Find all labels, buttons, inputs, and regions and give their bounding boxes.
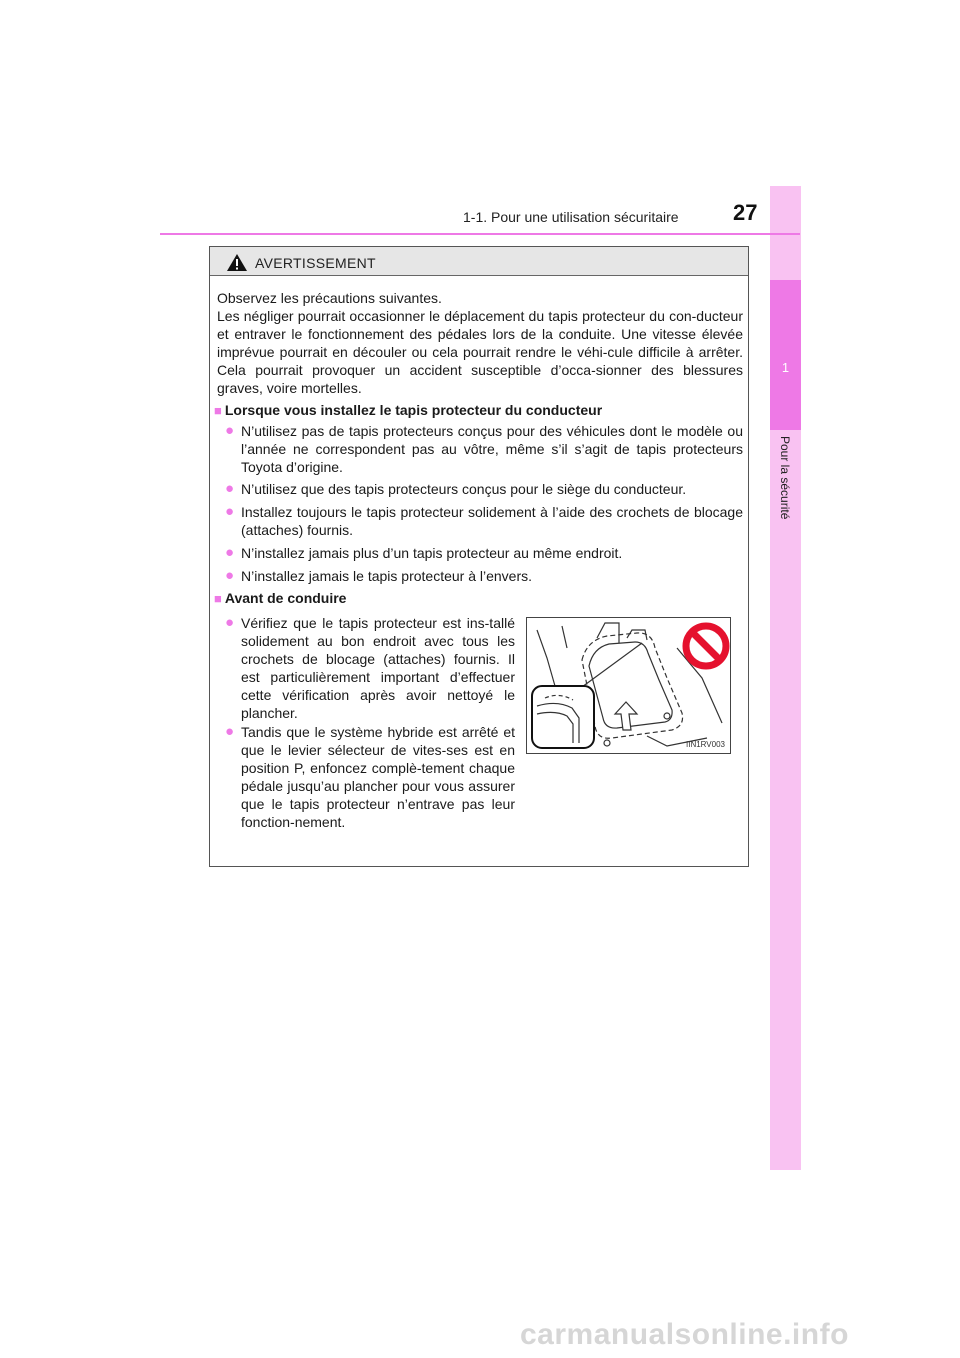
- section-heading-before-driving: [214, 589, 346, 608]
- list-item: ● Installez toujours le tapis protecteur solidement à l’aide des crochets de blocage (attaches) fournis.: [225, 503, 743, 538]
- bullet-dot-icon: ●: [225, 567, 235, 584]
- watermark: carmanualsonline.info: [520, 1318, 849, 1351]
- bullet-dot-icon: ●: [225, 723, 235, 740]
- header-rule: [160, 233, 800, 235]
- warning-header: [210, 247, 748, 276]
- list-item: ● N’installez jamais plus d’un tapis protecteur au même endroit.: [225, 544, 623, 561]
- list-item: ● N’installez jamais le tapis protecteur à l’envers.: [225, 567, 533, 584]
- bullet-dot-icon: ●: [225, 480, 235, 497]
- chapter-title-block: [770, 436, 801, 596]
- warning-title: AVERTISSEMENT: [255, 255, 376, 271]
- list-item: ● Tandis que le système hybride est arrêté et que le levier sélecteur de vites-ses est en position P, enfoncez complè-tement chaque pédale jusqu’au plancher pour vous assurer que le tapis protecteur n’entrave pas leur fonction-nement.: [225, 723, 515, 830]
- bullet-dot-icon: ●: [225, 503, 235, 520]
- warning-intro: Observez les précautions suivantes. Les négliger pourrait occasionner le déplacement du tapis protecteur du con-ducteur et entraver le fonctionnement des pédales lors de la conduite. Une vitesse élevée imprévue pourrait en découler ou cela pourrait rendre le véhi-cule difficile à arrêter. Cela pourrait provoquer un accident susceptible d’occa-sionner des blessures graves, voire mortelles.: [217, 290, 743, 396]
- square-bullet-icon: ■: [214, 403, 222, 418]
- chapter-number-block: [770, 280, 801, 430]
- warning-box: [209, 246, 749, 867]
- page-number: 27: [733, 200, 758, 225]
- list-item: ● N’utilisez pas de tapis protecteurs conçus pour des véhicules dont le modèle ou l’année ne correspondent pas au vôtre, même s’il s’agit de tapis protecteurs Toyota d’origine.: [225, 422, 743, 475]
- section-heading-text: Lorsque vous installez le tapis protecteur du conducteur: [224, 402, 603, 418]
- section-title: 1-1. Pour une utilisation sécuritaire: [463, 209, 679, 225]
- section-heading-text: Avant de conduire: [224, 590, 347, 606]
- section-heading-driver-mat: [214, 401, 602, 420]
- bullet-dot-icon: ●: [225, 422, 235, 439]
- illustration-code: IIN1RV003: [686, 740, 725, 749]
- prohibition-icon: [686, 626, 726, 666]
- bullet-dot-icon: ●: [225, 544, 235, 561]
- square-bullet-icon: ■: [214, 591, 222, 606]
- bullet-dot-icon: ●: [225, 614, 235, 631]
- list-item: ● N’utilisez que des tapis protecteurs conçus pour le siège du conducteur.: [225, 480, 687, 497]
- chapter-number: 1: [781, 360, 790, 375]
- list-item: ● Vérifiez que le tapis protecteur est ins-tallé solidement au bon endroit avec tous les crochets de blocage (attaches) fournis. Il est particulièrement important d’effectuer cette vérification après avoir nettoyé le plancher.: [225, 614, 515, 721]
- warning-triangle-icon: [226, 253, 248, 272]
- chapter-title: Pour la sécurité: [778, 436, 792, 520]
- floor-mat-drawing: [527, 618, 730, 753]
- chapter-side-tab: [770, 186, 801, 1170]
- floor-mat-illustration: [526, 617, 731, 754]
